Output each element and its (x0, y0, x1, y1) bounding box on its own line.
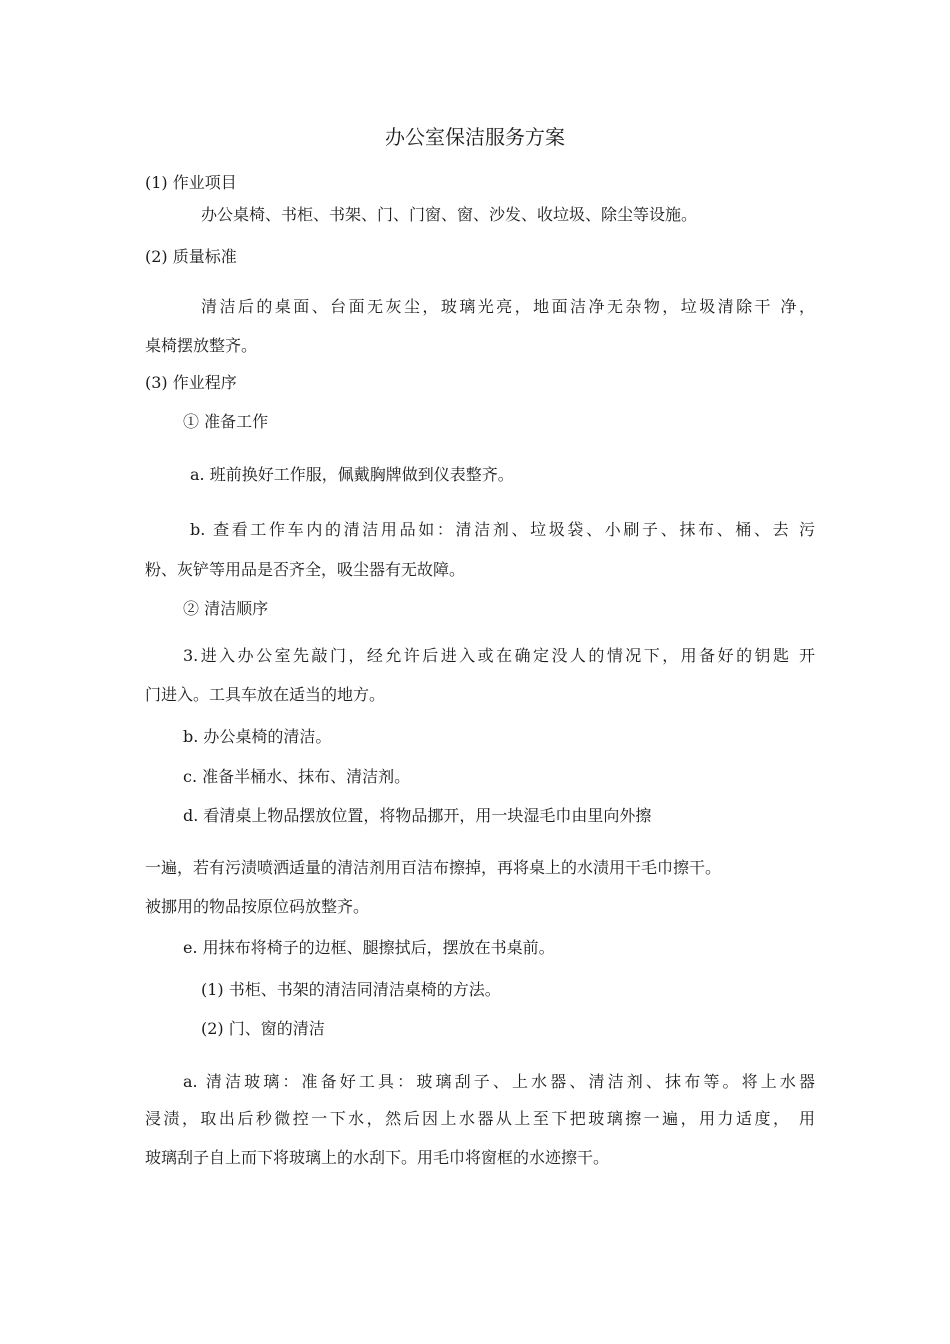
subsection-heading: ① 准备工作 (183, 412, 269, 431)
paragraph-line: 被挪用的物品按原位码放整齐。 (145, 897, 370, 916)
paragraph-line: 清洁后的桌面、台面无灰尘，玻璃光亮，地面洁净无杂物，垃圾清除干 净， (201, 297, 815, 316)
list-item: d. 看清桌上物品摆放位置，将物品挪开，用一块湿毛巾由里向外擦 (183, 806, 652, 825)
list-item: 3.进入办公室先敲门，经允许后进入或在确定没人的情况下，用备好的钥匙 开 (183, 646, 815, 665)
list-item: c. 准备半桶水、抹布、清洁剂。 (183, 767, 411, 786)
paragraph-line: 玻璃刮子自上而下将玻璃上的水刮下。用毛巾将窗框的水迹擦干。 (145, 1148, 610, 1167)
list-item: b. 办公桌椅的清洁。 (183, 727, 332, 746)
paragraph-line: 一遍，若有污渍喷洒适量的清洁剂用百洁布擦掉，再将桌上的水渍用干毛巾擦干。 (145, 858, 722, 877)
section-heading-1: (1) 作业项目 (145, 173, 237, 192)
paragraph-line: 桌椅摆放整齐。 (145, 336, 258, 355)
section-heading-3: (3) 作业程序 (145, 373, 237, 392)
subsection-heading: ② 清洁顺序 (183, 599, 269, 618)
list-item: e. 用抹布将椅子的边框、腿擦拭后，摆放在书桌前。 (183, 938, 555, 957)
list-item: (2) 门、窗的清洁 (201, 1019, 325, 1038)
list-item: a. 班前换好工作服，佩戴胸牌做到仪表整齐。 (190, 465, 514, 484)
list-item: a. 清洁玻璃：准备好工具：玻璃刮子、上水器、清洁剂、抹布等。将上水器 (183, 1072, 815, 1091)
paragraph-line: 浸渍，取出后秒微控一下水，然后因上水器从上至下把玻璃擦一遍，用力适度， 用 (145, 1109, 815, 1128)
list-item: b. 查看工作车内的清洁用品如：清洁剂、垃圾袋、小刷子、抹布、桶、去 污 (190, 520, 815, 539)
document-title: 办公室保洁服务方案 (385, 125, 565, 149)
paragraph-line: 粉、灰铲等用品是否齐全，吸尘器有无故障。 (145, 560, 466, 579)
paragraph-line: 门进入。工具车放在适当的地方。 (145, 685, 386, 704)
section-heading-2: (2) 质量标准 (145, 247, 237, 266)
paragraph-line: 办公桌椅、书柜、书架、门、门窗、窗、沙发、收垃圾、除尘等设施。 (201, 205, 698, 224)
list-item: (1) 书柜、书架的清洁同清洁桌椅的方法。 (201, 980, 501, 999)
